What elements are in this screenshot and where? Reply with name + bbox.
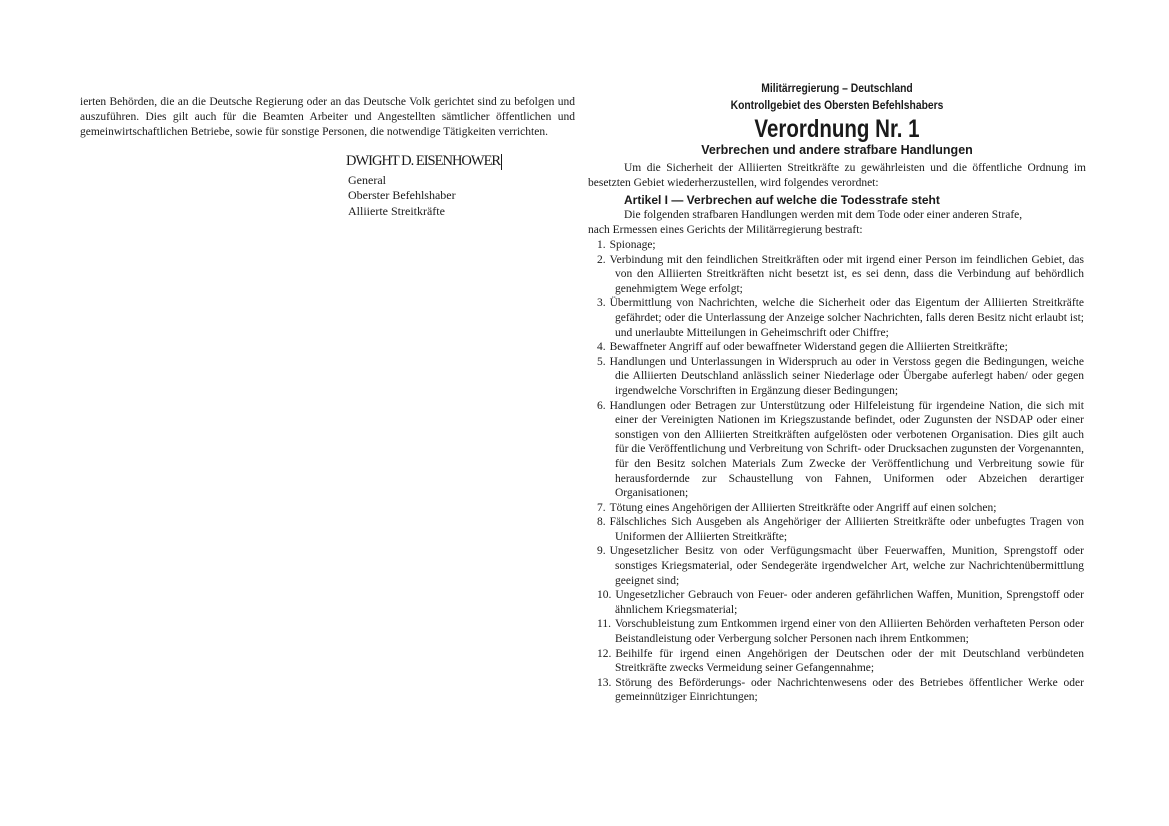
list-item [588, 617, 1084, 646]
signature-block [346, 154, 575, 219]
list-item [588, 253, 1084, 297]
list-item-number: 12. [597, 647, 612, 660]
list-item-text: Übermittlung von Nachrichten, welche die Sicherheit oder das Eigentum der Alliierten Streitkräfte gefährdet; oder die Unterlassung der Anzeige solcher Nachrichten, falls deren Besitz nicht erlaubt ist; und unerlaubte Mitteilungen in Geheimschrift oder Chiffre; [609, 297, 1084, 339]
list-item-number: 5. [597, 355, 606, 368]
list-item-text: Handlungen und Unterlassungen in Widerspruch au oder in Verstoss gegen die Bedingungen, weiche die Alliierten Deutschland anlässlich seiner Niederlage oder Übergabe auferlegt haben/ oder gegen irgendwelche Vorschriften in Ergänzung dieser Bedingungen; [609, 355, 1084, 397]
list-item-number: 8. [597, 516, 606, 529]
list-item-number: 3. [597, 297, 606, 310]
list-item-number: 2. [597, 253, 606, 266]
list-item-number: 6. [597, 399, 606, 412]
list-item-text: Störung des Beförderungs- oder Nachrichtenwesens oder des Betriebes öffentlicher Werke oder gemeinnütziger Einrichtungen; [615, 676, 1084, 704]
list-item-text: Tötung eines Angehörigen der Alliierten Streitkräfte oder Angriff auf einen solchen; [609, 501, 997, 514]
list-item [588, 515, 1084, 544]
list-item [588, 340, 1084, 355]
list-item [588, 399, 1084, 501]
list-item-text: Verbindung mit den feindlichen Streitkräften oder mit irgend einer Person im feindlichen Gebiet, das von den Alliierten Streitkräften nicht besetzt ist, es sei denn, dass die Verbindung auf behördlich genehmigtem Wege erfolgt; [609, 253, 1084, 295]
signature-forces: Alliierte Streitkräfte [348, 203, 445, 218]
list-item-text: Bewaffneter Angriff auf oder bewaffneter Widerstand gegen die Alliierten Streitkräfte; [609, 341, 1008, 354]
list-item-text: Vorschubleistung zum Entkommen irgend einer von den Alliierten Behörden verhafteten Person oder Beistandleistung oder Verbergung solcher Personen nach ihrem Entkommen; [614, 618, 1084, 646]
signature-position: Oberster Befehlshaber [348, 188, 456, 202]
list-item-text: Handlungen oder Betragen zur Unterstützung oder Hilfeleistung für irgendeine Nation, die sich mit einer der Vereinigten Nationen im Kriegszustande befindet, oder Zugunsten der NSDAP oder einer sonstigen von den Alliierten Streitkräften aufgelösten oder verbotenen Organisation. Dies gilt auch für die Veröffentlichung und Verbreitung von Schrift- oder Drucksachen zugunsten der Vorgenannten, für den Besitz solchen Materials Zum Zwecke der Veröffentlichung und Verbreitung sowie für herausfordernde zur Schaustellung von Fahnen, Uniformen oder Abzeichen derartiger Organisationen; [609, 399, 1084, 500]
penalty-intro-line2: nach Ermessen eines Gerichts der Militärregierung bestraft: [588, 224, 863, 236]
list-item-text: Ungesetzlicher Gebrauch von Feuer- oder anderen gefährlichen Waffen, Munition, Sprengstoff oder ähnlichem Kriegsmaterial; [615, 589, 1084, 616]
signature-rank: General [348, 172, 386, 187]
list-item [588, 544, 1084, 588]
header-military-government: Militärregierung – Deutschland [761, 81, 913, 95]
ordinance-subtitle: Verbrechen und andere strafbare Handlungen [701, 143, 973, 157]
ordinance-title: Verordnung Nr. 1 [754, 115, 920, 143]
intro-paragraph: Um die Sicherheit der Alliierten Streitkräfte zu gewährleisten und die öffentliche Ordnung im besetzten Gebiet wiederherzustellen, wird folgendes verordnet: [588, 162, 1086, 189]
list-item-number: 4. [597, 341, 606, 354]
list-item-text: Ungesetzlicher Besitz von oder Verfügungsmacht über Feuerwaffen, Munition, Sprengstoff oder sonstiges Kriegsmaterial, oder Sendegeräte irgendwelcher Art, welche zur Nachrichtenübermittlung geeignet sind; [609, 545, 1084, 587]
list-item [588, 238, 1084, 253]
list-item-number: 9. [597, 545, 606, 558]
list-item [588, 355, 1084, 399]
list-item-number: 13. [597, 676, 612, 689]
list-item [588, 676, 1084, 705]
article-heading: Artikel I — Verbrechen auf welche die Todesstrafe steht [624, 193, 940, 207]
offence-list [588, 238, 1086, 705]
signature-name: DWIGHT D. EISENHOWER [346, 153, 501, 169]
continuation-paragraph: ierten Behörden, die an die Deutsche Regierung oder an das Deutsche Volk gerichtet sind zu befolgen und auszuführen. Dies gilt auch für die Beamten Arbeiter und Angestellten sämtlicher öffentlichen und gemeinwirtschaftlichen Betriebe, sowie für sonstige Personen, die notwendige Tätigkeiten verrichten. [80, 96, 575, 138]
list-item-number: 10. [597, 589, 612, 602]
right-column [588, 80, 1086, 705]
list-item-number: 11. [597, 618, 611, 631]
list-item-text: Fälschliches Sich Ausgeben als Angehöriger der Alliierten Streitkräfte oder unbefugtes Tragen von Uniformen der Alliierten Streitkräfte; [609, 516, 1084, 543]
list-item [588, 296, 1084, 340]
list-item [588, 647, 1084, 676]
list-item-text: Beihilfe für irgend einen Angehörigen der Deutschen oder der mit Deutschland verbündeten Streitkräfte zwecks Vermeidung seiner Gefangennahme; [615, 647, 1084, 675]
list-item-number: 1. [597, 239, 606, 251]
list-item [588, 501, 1084, 516]
header-control-area: Kontrollgebiet des Obersten Befehlshabers [730, 98, 944, 112]
left-column [80, 95, 575, 219]
list-item-text: Spionage; [609, 239, 656, 251]
list-item-number: 7. [597, 501, 606, 514]
list-item [588, 588, 1084, 617]
penalty-intro-line1: Die folgenden strafbaren Handlungen werden mit dem Tode oder einer anderen Strafe, [624, 209, 1023, 221]
